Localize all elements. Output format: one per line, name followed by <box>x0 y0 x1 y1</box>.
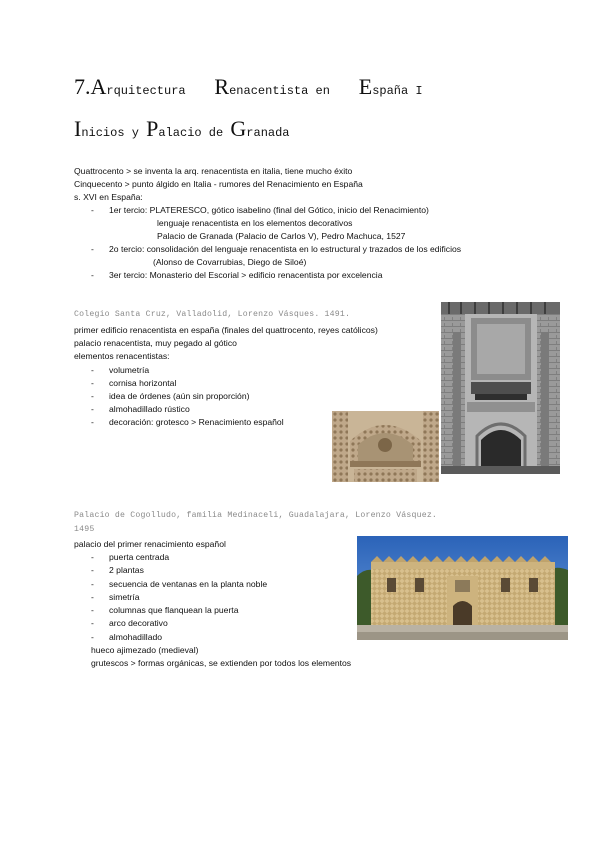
section-1-line: elementos renacentistas: <box>74 351 170 361</box>
section-1-line: primer edificio renacentista en españa (finales del quattrocento, reyes católicos) <box>74 325 378 335</box>
bullet-item: puerta centrada <box>109 552 170 562</box>
colegio-portal-detail-photo <box>332 411 439 482</box>
title-word: spaña I <box>372 84 423 98</box>
list-dash: - <box>91 404 94 414</box>
title-word: alacio de <box>158 126 224 140</box>
bullet-item: secuencia de ventanas en la planta noble <box>109 579 268 589</box>
list-dash: - <box>91 417 94 427</box>
list-dash: - <box>91 565 94 575</box>
bullet-item: 2 plantas <box>109 565 144 575</box>
list-dash: - <box>91 618 94 628</box>
list-dash: - <box>91 270 94 280</box>
bullet-item: simetría <box>109 592 140 602</box>
section-2-extra-line: hueco ajimezado (medieval) <box>91 645 199 655</box>
tercio-3-line: 3er tercio: Monasterio del Escorial > edificio renacentista por excelencia <box>109 270 383 280</box>
bullet-item: volumetría <box>109 365 150 375</box>
list-dash: - <box>91 365 94 375</box>
tercio-1-line: 1er tercio: PLATERESCO, gótico isabelino (final del Gótico, inicio del Renacimiento) <box>109 205 429 215</box>
bullet-item: columnas que flanquean la puerta <box>109 605 239 615</box>
page-title-line-1 <box>74 74 423 100</box>
intro-line: s. XVI en España: <box>74 192 143 202</box>
colegio-santa-cruz-facade-photo <box>441 302 560 474</box>
intro-line: Quattrocento > se inventa la arq. renacentista en italia, tiene mucho éxito <box>74 166 353 176</box>
bullet-item: idea de órdenes (aún sin proporción) <box>109 391 250 401</box>
title-initial: 7.A <box>74 74 107 99</box>
bullet-item: almohadillado <box>109 632 163 642</box>
title-word: nicios y <box>81 126 139 140</box>
section-2-caption: Palacio de Cogolludo, familia Medinaceli, Guadalajara, Lorenzo Vásquez. <box>74 511 438 520</box>
page-title-line-2 <box>74 116 290 142</box>
bullet-item: decoración: grotesco > Renacimiento español <box>109 417 284 427</box>
section-2-line: palacio del primer renacimiento español <box>74 539 226 549</box>
title-initial: P <box>146 116 159 141</box>
list-dash: - <box>91 205 94 215</box>
tercio-2-line: 2o tercio: consolidación del lenguaje renacentista en lo estructural y trazados de los edificios <box>109 244 462 254</box>
list-dash: - <box>91 579 94 589</box>
tercio-1-line: lenguaje renacentista en los elementos decorativos <box>157 218 353 228</box>
title-word: enacentista en <box>229 84 330 98</box>
section-1-caption: Colegio Santa Cruz, Valladolid, Lorenzo Vásques. 1491. <box>74 310 351 319</box>
title-initial: R <box>214 74 230 99</box>
list-dash: - <box>91 391 94 401</box>
list-dash: - <box>91 244 94 254</box>
tercio-1-line: Palacio de Granada (Palacio de Carlos V), Pedro Machuca, 1527 <box>157 231 406 241</box>
intro-line: Cinquecento > punto álgido en Italia - rumores del Renacimiento en España <box>74 179 363 189</box>
palacio-cogolludo-photo <box>357 536 568 640</box>
title-word: ranada <box>246 126 290 140</box>
list-dash: - <box>91 632 94 642</box>
list-dash: - <box>91 552 94 562</box>
section-2-caption-year: 1495 <box>74 525 95 534</box>
title-word: rquitectura <box>106 84 186 98</box>
tercio-2-line: (Alonso de Covarrubias, Diego de Siloé) <box>153 257 307 267</box>
bullet-item: arco decorativo <box>109 618 168 628</box>
bullet-item: cornisa horizontal <box>109 378 177 388</box>
list-dash: - <box>91 378 94 388</box>
section-2-extra-line: grutescos > formas orgánicas, se extienden por todos los elementos <box>91 658 352 668</box>
title-initial: I <box>74 116 82 141</box>
title-initial: E <box>358 74 373 99</box>
bullet-item: almohadillado rústico <box>109 404 190 414</box>
section-1-line: palacio renacentista, muy pegado al gótico <box>74 338 237 348</box>
title-initial: G <box>230 116 247 141</box>
list-dash: - <box>91 605 94 615</box>
list-dash: - <box>91 592 94 602</box>
